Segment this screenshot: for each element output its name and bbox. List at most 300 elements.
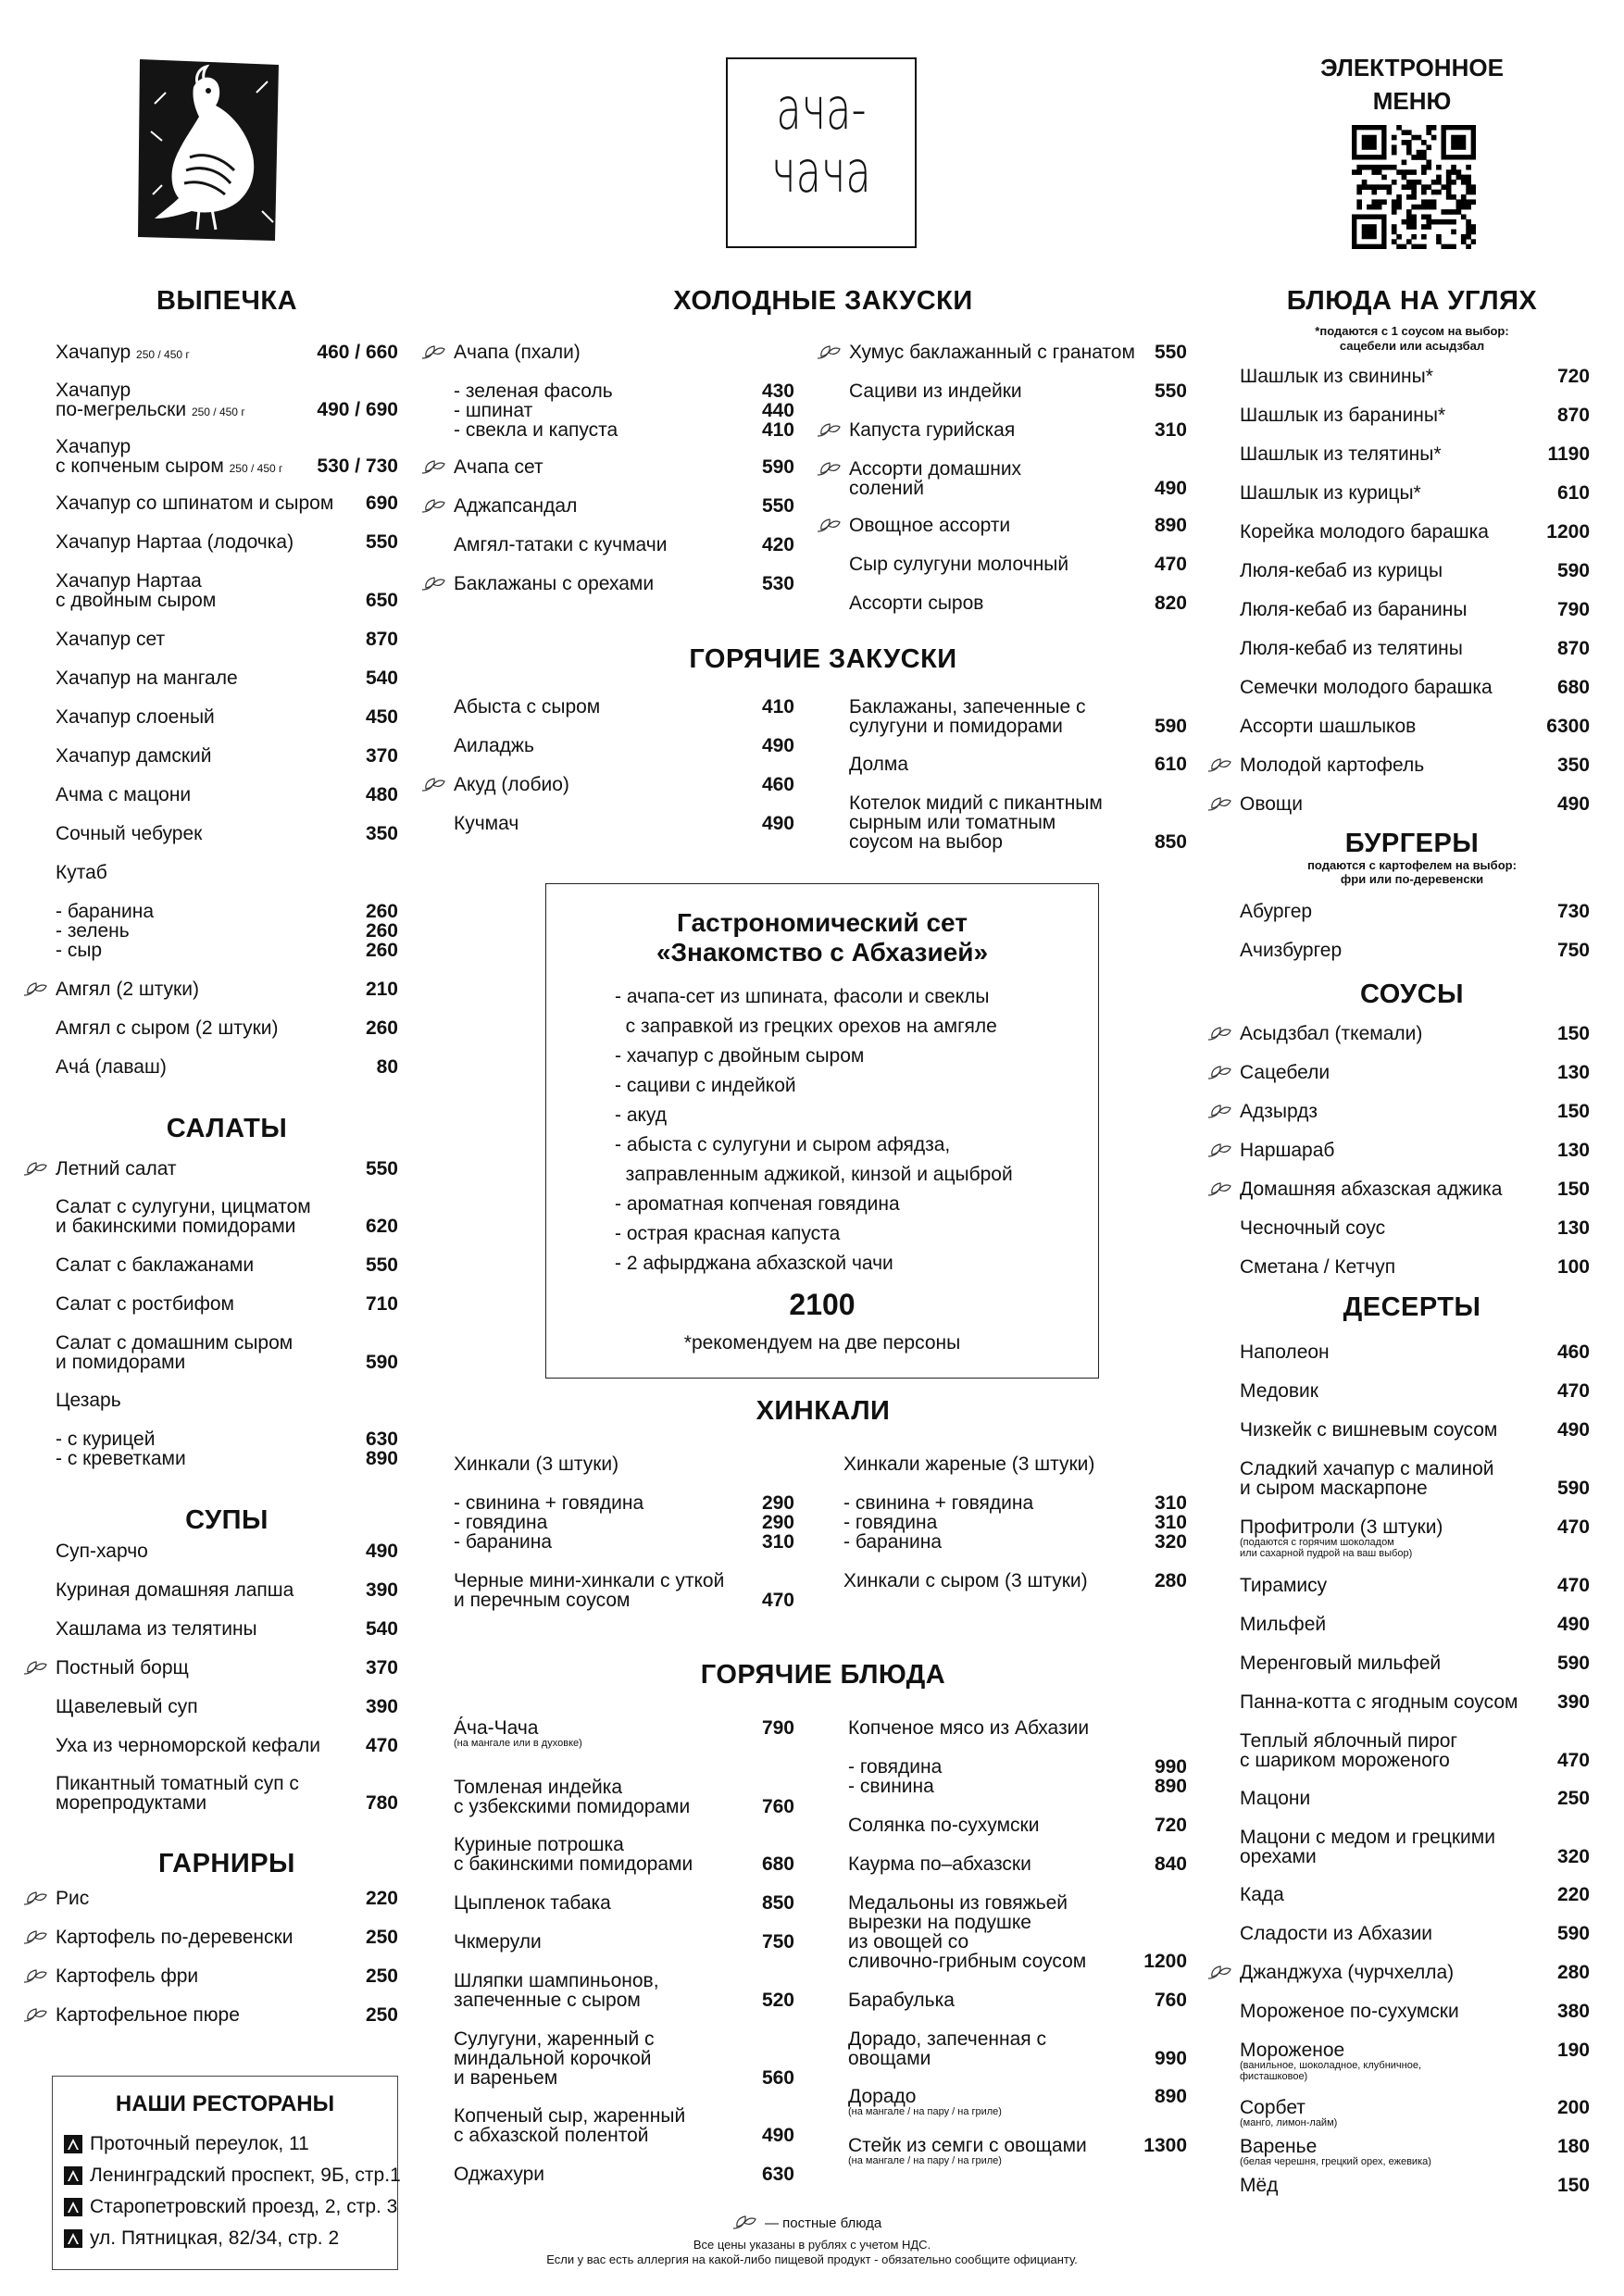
menu-item-name-line: Баклажаны с орехами [454, 573, 655, 594]
menu-item-name-line: Ачизбургер [1240, 940, 1343, 961]
leaf-icon [22, 1929, 48, 1950]
menu-item-name-line: Хачапур сет [56, 629, 166, 650]
burgers-note-2: фри или по-деревенски [1340, 872, 1484, 886]
menu-item-name [1240, 483, 1421, 503]
menu-item-name-line: Солянка по-сухумски [848, 1815, 1040, 1836]
menu-item-price: 150 [1556, 1101, 1590, 1122]
section-title: СУПЫ [185, 1505, 269, 1535]
menu-item-name [454, 535, 667, 555]
hot-title: ГОРЯЧИЕ ЗАКУСКИ [689, 644, 957, 674]
menu-item-name [1240, 1024, 1422, 1043]
menu-item-name [849, 793, 1103, 852]
menu-item-name [454, 2165, 544, 2184]
restaurant-address[interactable] [64, 2197, 397, 2217]
menu-item-price: 490 [761, 2125, 794, 2146]
menu-item-price: 520 [761, 1990, 794, 2011]
menu-item-price: 250 [365, 1965, 398, 1987]
menu-item-name [454, 736, 534, 755]
leaf-icon [420, 344, 446, 365]
menu-item-note: (подаются с горячим шоколадом [1240, 1537, 1394, 1548]
menu-item-price: 350 [365, 823, 398, 844]
menu-item-price: 460 [761, 774, 794, 795]
grill-note-2: сацебели или асыдзбал [1339, 339, 1485, 353]
menu-item-name-line: запеченные с сыром [454, 1990, 641, 2011]
menu-item-name [56, 1658, 189, 1678]
menu-item-name-line: Хачапур [56, 342, 131, 363]
menu-item-price: 790 [1556, 599, 1590, 620]
menu-item-name-line: Молодой картофель [1240, 755, 1425, 776]
menu-item-name [848, 1777, 934, 1796]
menu-item-name-line: Чкмерули [454, 1931, 542, 1953]
menu-item-price: 470 [1556, 1575, 1590, 1596]
menu-item-price: 470 [761, 1590, 794, 1611]
menu-item-name [56, 1774, 299, 1813]
menu-item-name [1240, 639, 1463, 658]
gastro-set-line: - сациви с индейкой [615, 1075, 796, 1096]
menu-item-price: 310 [1154, 1512, 1187, 1533]
menu-item-name [1240, 600, 1467, 619]
menu-item-name-line: по-мегрельски [56, 399, 187, 420]
menu-item-name-line: Салат с баклажанами [56, 1254, 255, 1276]
gastro-note: *рекомендуем на две персоны [683, 1332, 961, 1354]
menu-item-price: 990 [1154, 1756, 1187, 1778]
menu-item-price: 490 [1556, 1614, 1590, 1635]
menu-item-name [1240, 1731, 1457, 1770]
menu-item-name [56, 824, 202, 843]
menu-item-price: 990 [1154, 2048, 1187, 2069]
menu-item-price: 480 [365, 784, 398, 805]
menu-item-name [848, 2029, 1046, 2068]
menu-item-price: 730 [1556, 901, 1590, 922]
menu-item-name-line: Барабулька [848, 1990, 955, 2011]
gastro-set-line: - острая красная капуста [615, 1223, 841, 1244]
leaf-icon [22, 1161, 48, 1181]
menu-item-name-line: Люля-кебаб из телятины [1240, 638, 1463, 659]
menu-item-price: 870 [1556, 638, 1590, 659]
menu-item-name-line: Ачапа сет [454, 456, 543, 478]
menu-item-name [56, 902, 154, 921]
menu-item-name [56, 1697, 198, 1716]
menu-item-name [56, 1159, 177, 1179]
menu-item-price: 390 [365, 1579, 398, 1601]
menu-item-price: 460 / 660 [317, 342, 398, 363]
menu-item-name [1240, 1692, 1518, 1712]
menu-item-name-line: Уха из черноморской кефали [56, 1735, 320, 1756]
menu-item-name-line: Котелок мидий с пикантным [849, 792, 1103, 814]
logo-line-1: ача- [776, 75, 867, 143]
quail-illustration [134, 56, 282, 245]
menu-item-name-line: Оджахури [454, 2164, 545, 2185]
menu-item-name-line: Овощи [1240, 793, 1303, 815]
menu-item-name-line: с копченым сыром [56, 455, 224, 477]
menu-item-name-line: Хачапур со шпинатом и сыром [56, 493, 334, 514]
menu-item-name-line: Сыр сулугуни молочный [849, 554, 1069, 575]
menu-item-name [1240, 406, 1445, 425]
menu-item-name [849, 420, 1015, 440]
menu-item-name [454, 814, 518, 833]
menu-item-price: 590 [761, 456, 794, 478]
menu-item-name-line: - баранина [843, 1531, 943, 1553]
menu-item-name-line: Картофель по-деревенски [56, 1927, 294, 1948]
menu-item-name-line: Шашлык из курицы* [1240, 482, 1421, 504]
menu-item-note: фисташковое) [1240, 2071, 1308, 2082]
menu-item-price: 630 [761, 2164, 794, 2185]
menu-item-name-line: - зелень [56, 920, 130, 942]
menu-item-name-line: Куриные потрошка [454, 1834, 624, 1855]
menu-item-name-line: А́ча-Чача [454, 1717, 539, 1739]
leaf-icon [816, 344, 842, 365]
burgers-note-1: подаются с картофелем на выбор: [1307, 858, 1517, 872]
menu-item-name-line: сулугуни и помидорами [849, 716, 1063, 737]
menu-item-name-line: Летний салат [56, 1158, 177, 1179]
menu-item-name-line: Акуд (лобио) [454, 774, 569, 795]
menu-item-price: 550 [365, 1158, 398, 1179]
menu-item-name-line: Хачапур дамский [56, 745, 212, 767]
menu-item-name-line: Сладкий хачапур с малиной [1240, 1458, 1494, 1479]
menu-item-name [454, 381, 613, 401]
leaf-icon [22, 2007, 48, 2028]
menu-item-price: 690 [365, 493, 398, 514]
gastro-set-line: - хачапур с двойным сыром [615, 1045, 865, 1067]
menu-item-name-line: Салат с домашним сыром [56, 1332, 294, 1354]
menu-item-name-line: Шашлык из баранины* [1240, 405, 1446, 426]
menu-item-name-line: Хинкали жареные (3 штуки) [843, 1454, 1095, 1475]
leaf-icon [22, 1890, 48, 1911]
menu-item-name-line: Сацебели [1240, 1062, 1330, 1083]
menu-item-name-line: Ассорти шашлыков [1240, 716, 1417, 737]
menu-item-name-line: и сыром маскарпоне [1240, 1478, 1428, 1499]
menu-item-note: (белая черешня, грецкий орех, ежевика) [1240, 2156, 1431, 2167]
menu-item-name [848, 1854, 1031, 1874]
menu-item-price: 130 [1556, 1140, 1590, 1161]
qr-code[interactable] [1352, 125, 1476, 249]
menu-item-note: (на мангале или в духовке) [454, 1738, 582, 1749]
menu-item-weight: 250 / 450 г [229, 462, 283, 475]
menu-item-price: 210 [365, 979, 398, 1000]
cold-title: ХОЛОДНЫЕ ЗАКУСКИ [673, 286, 973, 316]
menu-item-name-line: Мороженое по-сухумски [1240, 2001, 1459, 2022]
menu-item-price: 130 [1556, 1217, 1590, 1239]
menu-item-name [56, 2005, 240, 2025]
menu-item-price: 410 [761, 419, 794, 441]
leaf-icon [420, 576, 446, 596]
menu-item-name [1240, 1517, 1443, 1559]
leaf-icon [816, 461, 842, 481]
menu-item-price: 290 [761, 1492, 794, 1514]
menu-item-name [56, 863, 107, 882]
menu-item-price: 80 [376, 1056, 398, 1078]
menu-item-name [56, 668, 238, 688]
menu-item-price: 490 / 690 [317, 399, 398, 420]
menu-item-price: 780 [365, 1792, 398, 1814]
menu-item-name-line: Сорбет [1240, 2097, 1305, 2118]
menu-item-name-line: Мёд [1240, 2175, 1279, 2196]
menu-item-name [56, 1294, 234, 1314]
menu-item-price: 840 [1154, 1853, 1187, 1875]
menu-item-name-line: Мильфей [1240, 1614, 1327, 1635]
menu-item-name-line: соусом на выбор [849, 831, 1003, 853]
menu-item-name [454, 420, 618, 440]
menu-item-price: 410 [761, 696, 794, 718]
menu-item-name-line: с двойным сыром [56, 590, 217, 611]
menu-item-price: 260 [365, 1017, 398, 1039]
menu-item-price: 750 [1556, 940, 1590, 961]
menu-item-name [454, 1493, 643, 1513]
menu-item-name-line: Ассорти сыров [849, 593, 984, 614]
menu-item-price: 490 [761, 813, 794, 834]
menu-item-name-line: Ачапа (пхали) [454, 342, 581, 363]
menu-item-price: 490 [1556, 1419, 1590, 1441]
leaf-icon [1206, 757, 1232, 778]
menu-item-name [1240, 2002, 1459, 2021]
menu-item-name-line: Капуста гурийская [849, 419, 1016, 441]
menu-item-name-line: Амгял с сыром (2 штуки) [56, 1017, 279, 1039]
menu-item-price: 200 [1556, 2097, 1590, 2118]
desserts-title: ДЕСЕРТЫ [1343, 1292, 1481, 1322]
menu-item-name-line: Медовик [1240, 1380, 1318, 1402]
sauces-title: СОУСЫ [1360, 980, 1464, 1009]
menu-item-price: 190 [1556, 2040, 1590, 2061]
menu-item-name-line: Мороженое [1240, 2040, 1345, 2061]
menu-item-name [56, 1197, 311, 1236]
menu-item-price: 540 [365, 668, 398, 689]
menu-item-name [454, 574, 654, 593]
menu-item-price: 590 [365, 1352, 398, 1373]
menu-item-name [1240, 794, 1303, 814]
restaurant-address-text: Проточный переулок, 11 [90, 2133, 309, 2154]
menu-item-price: 420 [761, 534, 794, 555]
leaf-icon [420, 498, 446, 518]
menu-item-price: 260 [365, 920, 398, 942]
menu-item-price: 470 [1154, 554, 1187, 575]
menu-item-name [843, 1454, 1094, 1474]
menu-item-price: 470 [365, 1735, 398, 1756]
menu-item-price: 150 [1556, 1179, 1590, 1200]
menu-item-price: 280 [1154, 1570, 1187, 1591]
menu-item-name-line: Мацони с медом и грецкими [1240, 1827, 1495, 1848]
menu-item-name-line: Цыпленок табака [454, 1892, 611, 1914]
menu-item-name-line: Кутаб [56, 862, 107, 883]
menu-item-name [454, 1778, 690, 1816]
menu-item-name [454, 2029, 655, 2088]
menu-item-price: 350 [1556, 755, 1590, 776]
menu-item-note: или сахарной пудрой на ваш выбор) [1240, 1548, 1413, 1559]
menu-item-price: 430 [761, 381, 794, 402]
menu-item-name [56, 381, 245, 422]
emenu-label [1273, 51, 1551, 118]
emenu-line-1: ЭЛЕКТРОННОЕ [1320, 54, 1504, 81]
menu-item-name [56, 437, 282, 479]
menu-item-price: 260 [365, 901, 398, 922]
menu-item-price: 750 [761, 1931, 794, 1953]
restaurants-title: НАШИ РЕСТОРАНЫ [115, 2091, 335, 2116]
menu-item-name-line: Хинкали (3 штуки) [454, 1454, 619, 1475]
menu-item-name-line: Сулугуни, жаренный с [454, 2028, 655, 2050]
menu-item-name [849, 697, 1086, 736]
menu-item-name-line: Хачапур [56, 380, 131, 401]
logo-line-2: чача [771, 138, 871, 206]
menu-item-name-line: Каурма по–абхазски [848, 1853, 1031, 1875]
menu-item-name [849, 516, 1010, 535]
restaurant-address-text: Старопетровский проезд, 2, стр. 3 [90, 2196, 398, 2217]
menu-item-name-line: Када [1240, 1884, 1284, 1905]
gastro-title-1: Гастрономический сет [677, 908, 968, 937]
restaurant-address[interactable] [64, 2134, 309, 2154]
menu-item-note: (ванильное, шоколадное, клубничное, [1240, 2060, 1422, 2071]
gastro-set-line: - 2 афырджана абхазской чачи [615, 1253, 893, 1274]
menu-item-name-line: Чесночный соус [1240, 1217, 1386, 1239]
menu-item-name-line: Рис [56, 1888, 90, 1909]
menu-item-name [1240, 1257, 1395, 1277]
menu-item-name-line: Семечки молодого барашка [1240, 677, 1493, 698]
menu-item-name [56, 630, 165, 649]
menu-item-name [843, 1493, 1033, 1513]
menu-item-name-line: Хачапур Нартаа (лодочка) [56, 531, 294, 553]
menu-item-name [56, 707, 215, 727]
menu-item-name-line: - баранина [56, 901, 155, 922]
leaf-icon [1206, 1104, 1232, 1124]
menu-item-price: 720 [1556, 366, 1590, 387]
gastro-set-line: - ачапа-сет из шпината, фасоли и свеклы [615, 986, 990, 1007]
menu-item-price: 130 [1556, 1062, 1590, 1083]
menu-item-name [454, 697, 600, 717]
menu-item-name-line: Куриная домашняя лапша [56, 1579, 294, 1601]
menu-item-name-line: Суп-харчо [56, 1541, 148, 1562]
menu-item-name [1240, 1381, 1318, 1401]
leaf-icon [816, 518, 842, 538]
menu-item-price: 310 [1154, 1492, 1187, 1514]
menu-item-name-line: Баклажаны, запеченные с [849, 696, 1086, 718]
menu-item-price: 370 [365, 745, 398, 767]
menu-item-name-line: и помидорами [56, 1352, 186, 1373]
menu-item-name [1240, 1615, 1326, 1634]
menu-item-name [454, 1932, 542, 1952]
leaf-icon [1206, 1026, 1232, 1046]
menu-item-name-line: Панна-котта с ягодным соусом [1240, 1691, 1518, 1713]
menu-item-price: 6300 [1546, 716, 1590, 737]
menu-item-name-line: Хачапур на мангале [56, 668, 238, 689]
menu-item-name-line: из овощей со [848, 1931, 969, 1953]
menu-item-price: 710 [365, 1293, 398, 1315]
menu-item-price: 250 [1556, 1788, 1590, 1809]
menu-item-price: 100 [1556, 1256, 1590, 1278]
grill-note-1: *подаются с 1 соусом на выбор: [1315, 324, 1509, 338]
menu-item-price: 390 [1556, 1691, 1590, 1713]
menu-item-name-line: Черные мини-хинкали с уткой [454, 1570, 725, 1591]
menu-item-name [1240, 1789, 1310, 1808]
menu-item-price: 590 [1556, 1923, 1590, 1944]
mains-title: ГОРЯЧИЕ БЛЮДА [700, 1660, 946, 1690]
menu-item-name-line: Шашлык из телятины* [1240, 443, 1442, 465]
menu-item-name-line: - свинина + говядина [843, 1492, 1034, 1514]
menu-item-price: 850 [761, 1892, 794, 1914]
menu-item-name [56, 571, 216, 610]
menu-item-name-line: Чизкейк с вишневым соусом [1240, 1419, 1498, 1441]
menu-item-name [56, 1580, 294, 1600]
menu-item-name [1240, 1653, 1441, 1673]
menu-item-name [1240, 444, 1442, 464]
menu-item-name-line: Теплый яблочный пирог [1240, 1730, 1458, 1752]
menu-item-price: 550 [365, 531, 398, 553]
menu-item-price: 290 [761, 1512, 794, 1533]
menu-item-price: 590 [1556, 1478, 1590, 1499]
menu-item-name-line: Ачма с мацони [56, 784, 192, 805]
menu-item-name [1240, 2176, 1278, 2195]
menu-item-name-line: орехами [1240, 1846, 1317, 1867]
menu-item-name [56, 746, 212, 766]
menu-item-price: 820 [1154, 593, 1187, 614]
menu-item-price: 250 [365, 2004, 398, 2026]
menu-item-price: 530 / 730 [317, 455, 398, 477]
menu-item-name-line: - баранина [454, 1531, 553, 1553]
menu-item-name [454, 775, 569, 794]
menu-item-name [454, 1718, 582, 1749]
menu-item-price: 380 [1556, 2001, 1590, 2022]
menu-item-name-line: Профитроли (3 штуки) [1240, 1516, 1443, 1538]
menu-item-name-line: Ассорти домашних [849, 458, 1022, 480]
menu-item-name [1240, 1885, 1284, 1904]
footer-line-2: Если у вас есть аллергия на какой-либо пищевой продукт - обязательно сообщите официанту. [546, 2252, 1078, 2266]
leaf-icon [816, 422, 842, 443]
menu-item-name-line: Амгял-татаки с кучмачи [454, 534, 668, 555]
menu-item-name [1240, 367, 1433, 386]
gastro-set-line: - акуд [615, 1104, 667, 1126]
menu-item-name [848, 1990, 955, 2010]
menu-item-name-line: Ача́ (лаваш) [56, 1056, 167, 1078]
menu-item-name-line: Долма [849, 754, 909, 775]
leaf-icon [22, 981, 48, 1002]
menu-item-name [1240, 941, 1342, 960]
menu-item-name [454, 1971, 659, 2010]
menu-item-price: 680 [1556, 677, 1590, 698]
menu-item-name-line: Адзырдз [1240, 1101, 1318, 1122]
menu-item-note: (на мангале / на пару / на гриле) [848, 2106, 1002, 2117]
menu-item-name [1240, 1420, 1497, 1440]
menu-item-name [56, 1018, 279, 1038]
menu-item-price: 850 [1154, 831, 1187, 853]
menu-item-name [56, 1966, 198, 1986]
menu-item-price: 310 [1154, 419, 1187, 441]
menu-item-price: 310 [761, 1531, 794, 1553]
menu-item-name [56, 343, 190, 365]
menu-item-price: 150 [1556, 2175, 1590, 2196]
menu-item-price: 610 [1556, 482, 1590, 504]
menu-item-name-line: Хачапур слоеный [56, 706, 215, 728]
menu-item-name [849, 381, 1022, 401]
menu-item-name [1240, 902, 1312, 921]
menu-item-name [56, 785, 191, 805]
menu-item-name [1240, 1963, 1454, 1982]
menu-item-name-line: - свекла и капуста [454, 419, 618, 441]
menu-item-name-line: Овощное ассорти [849, 515, 1011, 536]
menu-item-name-line: Амгял (2 штуки) [56, 979, 199, 1000]
menu-item-name [1240, 1102, 1318, 1121]
menu-item-weight: 250 / 450 г [136, 348, 190, 361]
menu-item-price: 760 [1154, 1990, 1187, 2011]
menu-item-name [56, 1391, 121, 1410]
menu-item-price: 470 [1556, 1516, 1590, 1538]
menu-item-price: 590 [1556, 560, 1590, 581]
restaurant-address[interactable] [64, 2165, 401, 2186]
menu-item-name [848, 1893, 1086, 1971]
menu-item-name [849, 555, 1068, 574]
menu-item-name-line: Кучмач [454, 813, 519, 834]
menu-item-name [454, 457, 543, 477]
menu-item-name-line: Постный борщ [56, 1657, 189, 1678]
footer-legend [731, 2215, 917, 2231]
menu-item-price: 490 [1154, 478, 1187, 499]
menu-item-name-line: Абургер [1240, 901, 1313, 922]
